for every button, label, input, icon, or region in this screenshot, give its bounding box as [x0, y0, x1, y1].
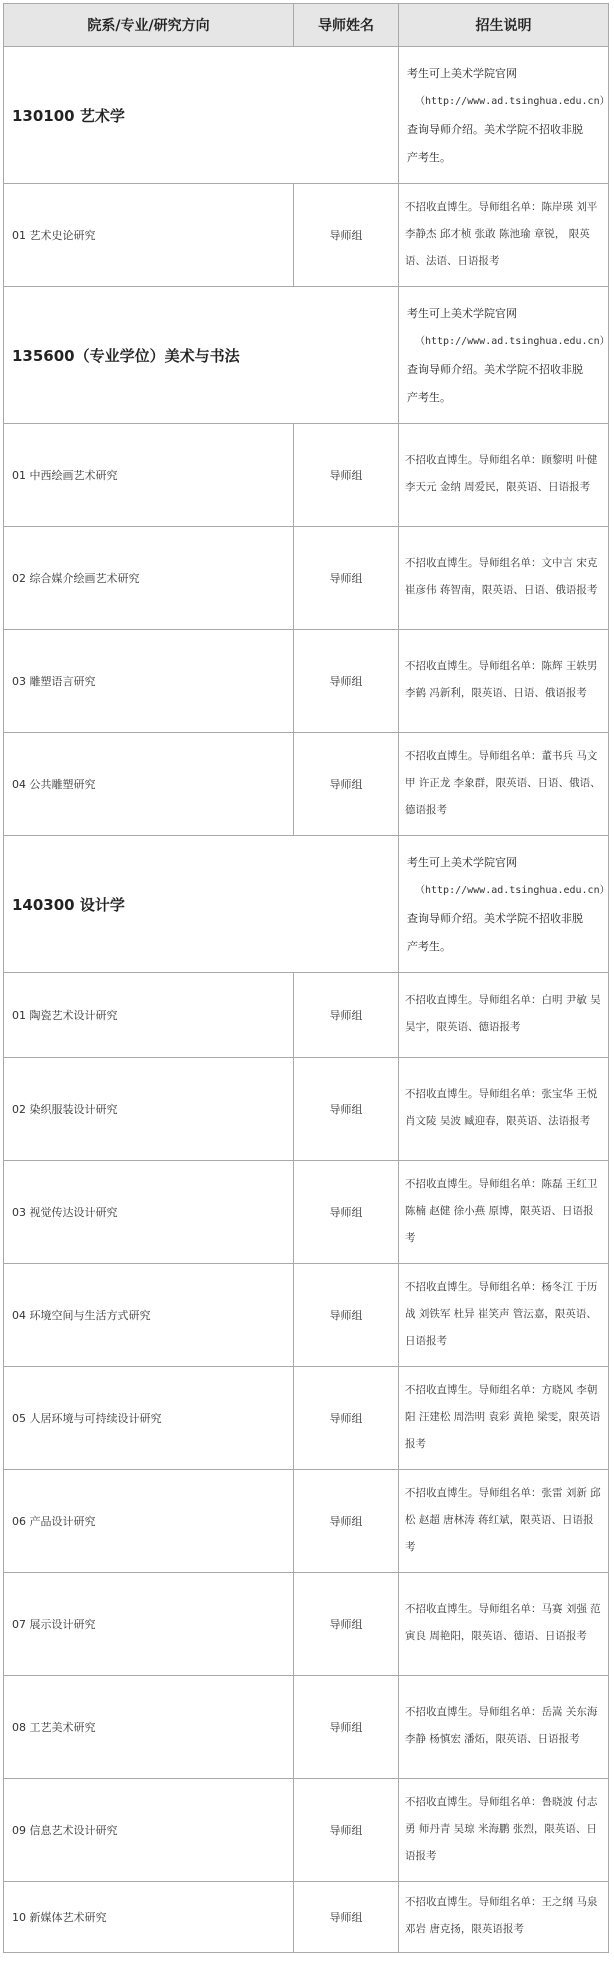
- direction-name: 09 信息艺术设计研究: [4, 1779, 294, 1882]
- direction-row: [4, 1882, 609, 1953]
- header-notes: 招生说明: [399, 4, 609, 47]
- direction-note: 不招收直博生。导师组名单：白明 尹敏 吴昊宇，限英语、德语报考: [399, 973, 609, 1058]
- direction-row: [4, 973, 609, 1058]
- direction-note: 不招收直博生。导师组名单：陈磊 王红卫 陈楠 赵健 徐小燕 原博，限英语、日语报考: [399, 1161, 609, 1264]
- direction-name: 02 综合媒介绘画艺术研究: [4, 527, 294, 630]
- major-note-line: 查询导师介绍。美术学院不招收非脱: [407, 912, 583, 925]
- major-row: [4, 47, 609, 184]
- direction-row: [4, 630, 609, 733]
- tutor-name: 导师组: [294, 1367, 399, 1470]
- tutor-name: 导师组: [294, 630, 399, 733]
- direction-name: 07 展示设计研究: [4, 1573, 294, 1676]
- tutor-name: 导师组: [294, 527, 399, 630]
- direction-row: [4, 1161, 609, 1264]
- major-note-line: 产考生。: [407, 391, 451, 404]
- direction-row: [4, 1470, 609, 1573]
- direction-name: 08 工艺美术研究: [4, 1676, 294, 1779]
- tutor-name: 导师组: [294, 1779, 399, 1882]
- major-note-line: 查询导师介绍。美术学院不招收非脱: [407, 123, 583, 136]
- major-name: 135600（专业学位）美术与书法: [4, 287, 399, 424]
- direction-name: 03 雕塑语言研究: [4, 630, 294, 733]
- major-note: [399, 287, 609, 424]
- tutor-name: 导师组: [294, 1058, 399, 1161]
- major-note-line: 考生可上美术学院官网: [407, 307, 517, 320]
- table-header-row: [4, 4, 609, 47]
- tutor-name: 导师组: [294, 1573, 399, 1676]
- major-note: [399, 47, 609, 184]
- major-row: [4, 836, 609, 973]
- direction-note: 不招收直博生。导师组名单：鲁晓波 付志勇 师丹青 吴琼 米海鹏 张烈，限英语、日语报考: [399, 1779, 609, 1882]
- tutor-name: 导师组: [294, 424, 399, 527]
- direction-row: [4, 733, 609, 836]
- direction-note: 不招收直博生。导师组名单：陈岸瑛 刘平 李静杰 邱才桢 张敢 陈池瑜 章锐， 限英语、法语、日语报考: [399, 184, 609, 287]
- direction-note: 不招收直博生。导师组名单：董书兵 马文甲 许正龙 李象群，限英语、日语、俄语、德语报考: [399, 733, 609, 836]
- major-note-line: 产考生。: [407, 940, 451, 953]
- admissions-table-container: [3, 3, 608, 1953]
- direction-row: [4, 527, 609, 630]
- major-note-line: 考生可上美术学院官网: [407, 856, 517, 869]
- direction-note: 不招收直博生。导师组名单：张宝华 王悦 肖文陵 吴波 臧迎春，限英语、法语报考: [399, 1058, 609, 1161]
- tutor-name: 导师组: [294, 184, 399, 287]
- header-tutor: 导师姓名: [294, 4, 399, 47]
- direction-row: [4, 1573, 609, 1676]
- major-note-line: （http://www.ad.tsinghua.edu.cn）: [415, 336, 610, 347]
- direction-note: 不招收直博生。导师组名单：张雷 刘新 邱松 赵超 唐林涛 蒋红斌，限英语、日语报考: [399, 1470, 609, 1573]
- direction-name: 06 产品设计研究: [4, 1470, 294, 1573]
- direction-note: 不招收直博生。导师组名单：方晓风 李朝阳 汪建松 周浩明 袁彩 黄艳 梁雯，限英语报考: [399, 1367, 609, 1470]
- direction-name: 04 公共雕塑研究: [4, 733, 294, 836]
- direction-row: [4, 1779, 609, 1882]
- direction-note: 不招收直博生。导师组名单：文中言 宋克 崔彦伟 蒋智南，限英语、日语、俄语报考: [399, 527, 609, 630]
- major-note-line: 产考生。: [407, 151, 451, 164]
- direction-name: 04 环境空间与生活方式研究: [4, 1264, 294, 1367]
- direction-note: 不招收直博生。导师组名单：王之纲 马泉 邓岩 唐克扬，限英语报考: [399, 1882, 609, 1953]
- direction-note: 不招收直博生。导师组名单：岳嵩 关东海 李静 杨慎宏 潘炻，限英语、日语报考: [399, 1676, 609, 1779]
- admissions-table: [3, 3, 609, 1953]
- direction-name: 03 视觉传达设计研究: [4, 1161, 294, 1264]
- direction-row: [4, 1367, 609, 1470]
- direction-note: 不招收直博生。导师组名单：马赛 刘强 范寅良 周艳阳，限英语、德语、日语报考: [399, 1573, 609, 1676]
- direction-row: [4, 184, 609, 287]
- major-name: 130100 艺术学: [4, 47, 399, 184]
- major-name: 140300 设计学: [4, 836, 399, 973]
- direction-row: [4, 1676, 609, 1779]
- header-department: 院系/专业/研究方向: [4, 4, 294, 47]
- major-row: [4, 287, 609, 424]
- tutor-name: 导师组: [294, 1161, 399, 1264]
- direction-row: [4, 424, 609, 527]
- major-note-line: 考生可上美术学院官网: [407, 67, 517, 80]
- tutor-name: 导师组: [294, 1882, 399, 1953]
- direction-name: 05 人居环境与可持续设计研究: [4, 1367, 294, 1470]
- major-note: [399, 836, 609, 973]
- direction-name: 01 艺术史论研究: [4, 184, 294, 287]
- direction-name: 01 中西绘画艺术研究: [4, 424, 294, 527]
- tutor-name: 导师组: [294, 1676, 399, 1779]
- tutor-name: 导师组: [294, 1470, 399, 1573]
- direction-name: 02 染织服装设计研究: [4, 1058, 294, 1161]
- tutor-name: 导师组: [294, 1264, 399, 1367]
- direction-row: [4, 1058, 609, 1161]
- table-body: [4, 47, 609, 1953]
- major-note-line: （http://www.ad.tsinghua.edu.cn）: [415, 96, 610, 107]
- direction-row: [4, 1264, 609, 1367]
- direction-note: 不招收直博生。导师组名单：顾黎明 叶健 李天元 金纳 周爱民，限英语、日语报考: [399, 424, 609, 527]
- major-note-line: （http://www.ad.tsinghua.edu.cn）: [415, 885, 610, 896]
- direction-name: 01 陶瓷艺术设计研究: [4, 973, 294, 1058]
- tutor-name: 导师组: [294, 973, 399, 1058]
- major-note-line: 查询导师介绍。美术学院不招收非脱: [407, 363, 583, 376]
- direction-note: 不招收直博生。导师组名单：陈辉 王轶男 李鹤 冯新利，限英语、日语、俄语报考: [399, 630, 609, 733]
- direction-note: 不招收直博生。导师组名单：杨冬江 于历战 刘铁军 杜异 崔笑声 管沄嘉，限英语、日语报考: [399, 1264, 609, 1367]
- tutor-name: 导师组: [294, 733, 399, 836]
- direction-name: 10 新媒体艺术研究: [4, 1882, 294, 1953]
